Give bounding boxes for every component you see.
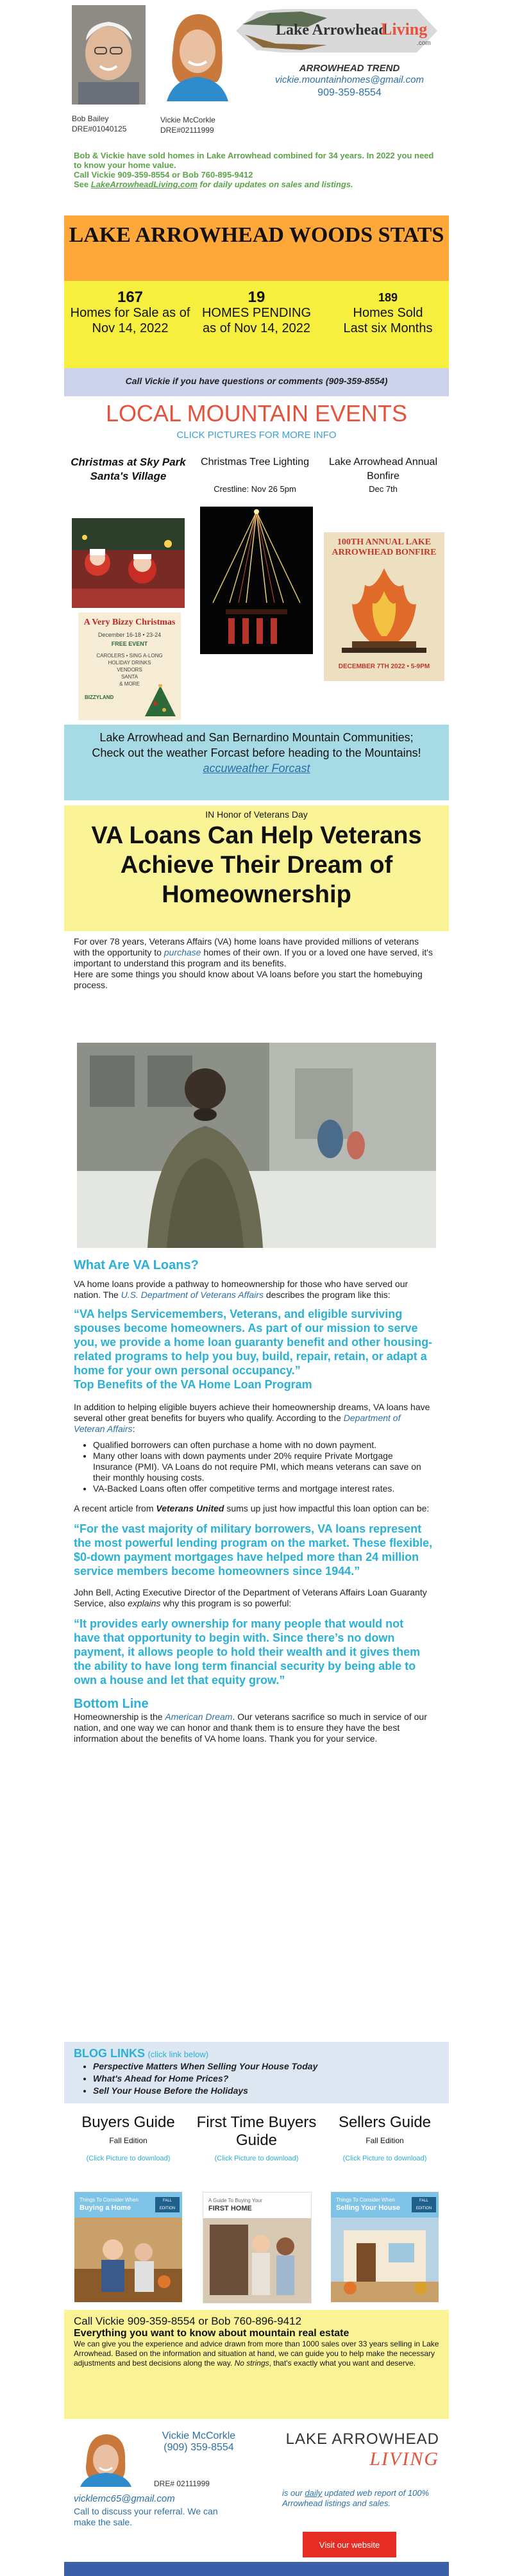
accuweather-link[interactable]: accuweather Forcast [203,762,310,775]
guide1-edition: Fall Edition [109,2136,147,2145]
fall-edition-badge: FALL EDITION [412,2197,436,2212]
agent1-name: Bob Bailey [72,114,109,123]
intro-line3-post: for daily updates on sales and listings. [197,180,353,189]
guide3-img-title: Selling Your House [336,2204,400,2212]
veterans-united-link[interactable]: Veterans United [156,1503,224,1513]
va-pretitle: IN Honor of Veterans Day [205,809,308,820]
benefit-item: • VA-Backed Loans often offer competitive terms and mortgage interest rates. [93,1483,433,1494]
contact-paragraph-emphasis: No strings [234,2359,269,2368]
footer-agent [144,2430,253,2454]
footer-tagline-daily: daily [305,2488,323,2498]
buyers-guide-cover[interactable] [74,2192,182,2302]
buyers-guide-heading [71,2114,186,2168]
intro-line2: Call Vickie 909-359-8554 or Bob 760-895-9412 [74,170,253,180]
agent-photo-vickie[interactable] [160,5,234,101]
guide2-img-kicker: A Guide To Buying Your [208,2198,262,2203]
first-time-buyers-guide-cover[interactable] [203,2192,312,2303]
blog-link-perspective[interactable]: Perspective Matters When Selling Your House Today [93,2061,318,2071]
benefits-list [74,1440,433,1494]
poster1-bullet: HOLIDAY DRINKS [108,660,151,666]
stat3-label: Homes Sold Last six Months [343,306,433,335]
va-p7-text: . Our veterans sacrifice so much in service of our nation, and one way we can honor and thank them is to ensure they have the best information about the benefits of VA home loans. Thank you for your service. [74,1712,427,1744]
blog-list [74,2060,439,2097]
poster3-date: DECEMBER 7TH 2022 • 5-9PM [338,663,430,670]
guide3-img-kicker: Things To Consider When [336,2197,395,2203]
va-body [74,1257,433,1744]
intro-line3-pre: See [74,180,91,189]
blog-title-text: BLOG LINKS [74,2047,145,2060]
benefit-item: • Many other loans with down payments under 20% require Private Mortgage Insurance (PMI). VA Loans do not require PMI, which means veterans can save on their monthly housing costs. [93,1451,433,1483]
poster1-bullet: SANTA [121,674,139,680]
footer-tagline-text: is our [282,2488,305,2498]
va-quote-2: “For the vast majority of military borrowers, VA loans represent the most powerful lending program on the market. These flexible, $0-down payment mortgages have helped more than 24 million service members become homeowners since 1944.” [74,1522,433,1578]
va-p7-text: Homeownership is the [74,1712,165,1722]
va-p3 [74,1279,433,1301]
event3-note: Dec 7th [369,484,398,494]
contact-headline: Everything you want to know about mountain real estate [74,2328,349,2339]
poster1-bullet: VENDORS [117,667,142,673]
va-p6-text: why this program is so powerful: [160,1598,292,1608]
header-email-link[interactable]: vickie.mountainhomes@gmail.com [275,74,424,85]
guide2-title: First Time Buyers Guide [196,2114,317,2149]
stat3-number: 189 [378,291,398,304]
guide1-img-kicker: Things To Consider When [80,2197,139,2203]
poster1-bullets [78,652,181,687]
logo-tld: .com [417,40,431,47]
va-p5 [74,1503,433,1514]
benefit-item: • Qualified borrowers can often purchase a home with no down payment. [93,1440,433,1451]
va-p5-text: A recent article from [74,1503,156,1513]
va-p6 [74,1587,433,1609]
christmas-tree-lighting-photo[interactable] [200,507,313,654]
intro-line3 [74,180,439,189]
logo-text-b: Living [381,20,428,38]
bizzy-christmas-poster[interactable] [78,612,181,720]
poster1-brand: BIZZYLAND [85,695,114,700]
va-p3-text: describes the program like this: [263,1290,391,1300]
logo-text-a: Lake Arrowhead [276,22,387,38]
stat-homes-sold [340,290,436,336]
agent2-dre: DRE#02111999 [160,126,214,135]
footer-phone[interactable]: (909) 359-8554 [164,2442,234,2453]
stats-title: LAKE ARROWHEAD WOODS STATS [69,223,444,247]
visit-website-button[interactable]: Visit our website [303,2532,396,2557]
purchase-link[interactable]: purchase [164,947,201,957]
footer-dre: DRE# 02111999 [154,2479,210,2488]
poster1-bullet: CAROLERS • SING A-LONG [96,653,163,659]
guide3-download-note: (Click Picture to download) [342,2155,427,2162]
va-p4-text: In addition to helping eligible buyers achieve their homeownership dreams, VA loans have several other great benefits for buyers who qualify. According to the [74,1402,430,1423]
poster1-free: FREE EVENT [111,641,148,647]
contact-paragraph-text: We can give you the experience and advice drawn from more than 1000 sales over 33 years selling in Lake Arrowhead. Based on the information and situation at hand, we can guide you to help make the necessary adjustments and best decisions along the way. [74,2339,439,2368]
stat1-label: Homes for Sale as of Nov 14, 2022 [70,306,190,335]
veteran-affairs-link[interactable]: Department of Veteran Affairs [74,1413,401,1434]
agent1-dre: DRE#01040125 [72,124,127,133]
va-quote-3: “It provides early ownership for many people that would not have that opportunity to begin with. Since there’s no down payment, it allows people to hold their wealth and it gives them the ability to have long term financial security by being able to own a house and let that equity grow.” [74,1617,421,1687]
footer-cta: Call to discuss your referral. We can make the sale. [74,2506,218,2527]
event2-note: Crestline: Nov 26 5pm [214,484,296,494]
header-phone[interactable]: 909-359-8554 [317,87,382,98]
footer-vickie-photo [74,2429,138,2487]
explains-link[interactable]: explains [128,1598,161,1608]
sellers-guide-heading [327,2114,442,2168]
veteran-photo [77,1043,436,1248]
footer-logo[interactable] [282,2430,439,2470]
heading-bottom-line: Bottom Line [74,1697,149,1711]
weather-message: Lake Arrowhead and San Bernardino Mountain Communities; Check out the weather Forcast before heading to the Mountains! [92,731,421,759]
va-p1 [74,936,433,969]
guide2-img-title: FIRST HOME [208,2205,252,2212]
poster3-title: 100TH ANNUAL LAKE ARROWHEAD BONFIRE [332,537,437,557]
arrowhead-trend-title: ARROWHEAD TREND [299,63,400,74]
va-intro [74,936,433,991]
va-p1-text: For over 78 years, Veterans Affairs (VA) home loans have provided millions of veterans with the opportunity to [74,936,419,957]
va-p1-text: homes of their own. If you or a loved one have served, it's important to understand this program and its benefits. [74,947,433,968]
contact-paragraph [74,2339,439,2368]
fall-edition-badge: FALL EDITION [155,2197,180,2212]
va-p5-text: sums up just how impactful this loan option can be: [224,1503,430,1513]
stat-homes-for-sale [69,290,191,336]
poster1-dates: December 16-18 • 23-24 [97,632,162,638]
heading-top-benefits: Top Benefits of the VA Home Loan Program [74,1378,312,1391]
footer-bar [64,2562,449,2576]
va-p7 [74,1712,433,1744]
event3-title: Lake Arrowhead Annual Bonfire [328,457,437,482]
blog-link-home-prices[interactable]: What's Ahead for Home Prices? [93,2073,229,2084]
guide3-edition: Fall Edition [366,2136,404,2145]
lakearrowheadliving-link[interactable]: LakeArrowheadLiving.com [90,180,198,189]
va-p4 [74,1402,433,1435]
stat2-label: HOMES PENDING as of Nov 14, 2022 [201,306,312,335]
contact-call-line[interactable]: Call Vickie 909-359-8554 or Bob 760-896-9412 [74,2315,302,2327]
event1-title: Christmas at Sky Park Santa's Village [71,456,186,482]
footer-email-link[interactable]: vicklemc65@gmail.com [74,2493,175,2504]
blog-link-sell-before-holidays[interactable]: Sell Your House Before the Holidays [93,2085,248,2096]
poster1-title: A Very Bizzy Christmas [83,618,176,627]
va-p4-text: : [132,1424,135,1434]
guide1-img-title: Buying a Home [80,2204,131,2212]
va-p2: Here are some things you should know about VA loans before you start the homebuying process. [74,969,423,990]
lake-arrowhead-living-logo[interactable] [231,5,442,56]
guide1-title: Buyers Guide [81,2114,175,2131]
poster1-bullet: & MORE [119,681,140,687]
contact-text [74,2315,439,2368]
va-p3-text: VA home loans provide a pathway to homeownership for those who have served our nation. The [74,1279,408,1300]
agent-photo-bob[interactable] [72,5,146,105]
footer-logo-b: LIVING [369,2448,439,2470]
event2-title: Christmas Tree Lighting [201,457,309,467]
footer-logo-a: LAKE ARROWHEAD [285,2430,439,2448]
guide3-title: Sellers Guide [338,2114,432,2131]
stat-homes-pending [196,290,317,336]
contact-paragraph-text: , that's exactly what you want and deserve. [269,2359,416,2368]
events-subtitle: CLICK PICTURES FOR MORE INFO [176,430,337,441]
va-title: VA Loans Can Help Veterans Achieve Their Dream of Homeownership [91,822,422,908]
santas-village-photo[interactable] [72,518,185,608]
blog-title [74,2047,439,2060]
american-dream-link[interactable]: American Dream [165,1712,233,1722]
events-title: LOCAL MOUNTAIN EVENTS [105,400,408,426]
footer-tagline [282,2488,439,2509]
heading-what-are-va-loans: What Are VA Loans? [74,1258,199,1272]
intro-text [74,151,439,189]
guide2-download-note: (Click Picture to download) [214,2155,299,2162]
va-quote-1: “VA helps Servicemembers, Veterans, and eligible surviving spouses become homeowners. As part of our mission to serve you, we provide a home loan guaranty benefit and other housing-related programs to help you buy, build, repair, retain, or adapt a home for your own personal occupancy.” [74,1308,433,1377]
intro-line1: Bob & Vickie have sold homes in Lake Arrowhead combined for 34 years. In 2022 you need to know your home value. [74,151,434,170]
weather-text [83,730,430,776]
blog-title-note: (click link below) [147,2050,209,2059]
footer-name: Vickie McCorkle [162,2430,236,2441]
blog-links [74,2047,439,2097]
va-p6-text: John Bell, Acting Executive Director of the Department of Veterans Affairs Loan Guaranty Service, also [74,1587,427,1608]
stat1-number: 167 [117,289,144,306]
va-department-link[interactable]: U.S. Department of Veterans Affairs [121,1290,264,1300]
bonfire-poster[interactable] [324,532,444,681]
footer-tagline-text: updated web report of 100% Arrowhead listings and sales. [282,2488,430,2508]
call-vickie-text[interactable]: Call Vickie if you have questions or comments (909-359-8554) [125,376,388,386]
sellers-guide-cover[interactable] [331,2192,439,2302]
stat2-number: 19 [248,289,265,306]
guide1-download-note: (Click Picture to download) [86,2155,171,2162]
first-time-guide-heading [196,2114,317,2168]
agent2-name: Vickie McCorkle [160,115,215,124]
